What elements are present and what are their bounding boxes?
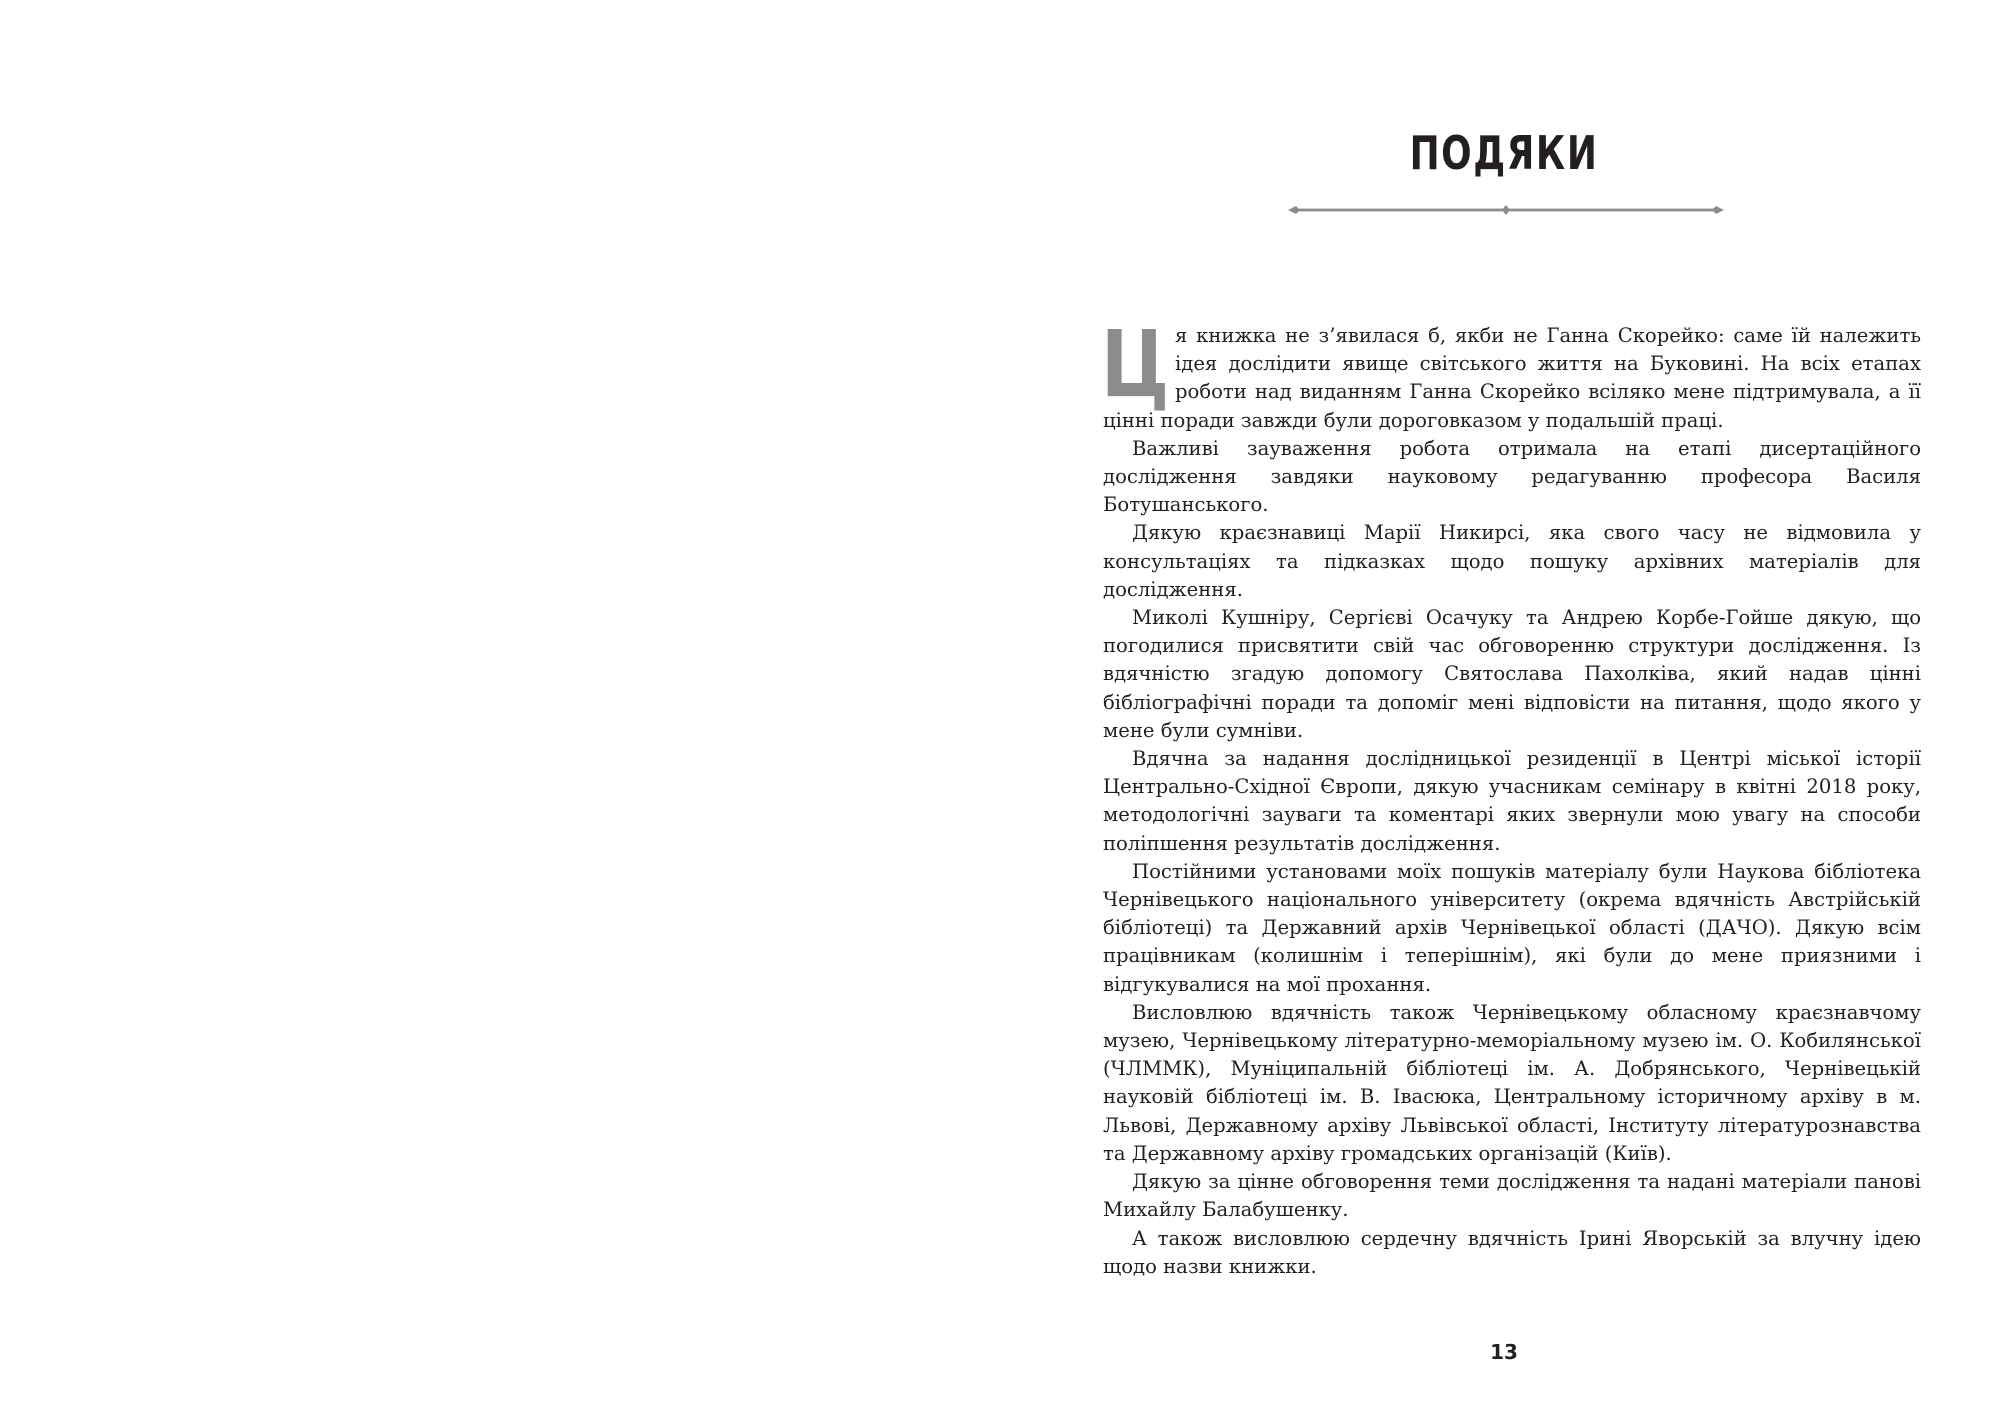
paragraph-text: я книжка не з’явилася б, якби не Ганна Скорейко: саме їй належить ідея дослідити явище світського життя на Буковині. На всіх етапах роботи над виданням Ганна Скорейко всіляко мене підтримувала, а її цінні поради завжди були дороговказом у подальшій праці.: [1103, 324, 1921, 432]
paragraph-1: [1101, 311, 1921, 435]
title-ornament-divider: [1288, 200, 1724, 220]
paragraph-5: Вдячна за надання дослідницької резиденції в Центрі міської історії Центрально-Східної Європи, дякую учасникам семінару в квітні 2018 року, методологічні зауваги та коментарі яких звернули мою увагу на способи поліпшення результатів дослідження.: [1103, 747, 1921, 855]
paragraph-9: А також висловлюю сердечну вдячність Ірині Яворській за влучну ідею щодо назви книжки.: [1103, 1226, 1921, 1278]
paragraph-6: Постійними установами моїх пошуків матеріалу були Наукова бібліотека Чернівецького національного університету (окрема вдячність Австрійській бібліотеці) та Державний архів Чернівецької області (ДАЧО). Дякую всім працівникам (колишнім і теперішнім), які були до мене приязними і відгукувалися на мої прохання.: [1103, 859, 1921, 996]
drop-cap: Ц: [1101, 311, 1170, 418]
paragraph-7: Висловлюю вдячність також Чернівецькому обласному краєзнавчому музею, Чернівецькому літературно-меморіальному музею ім. О. Кобилянської (ЧЛММК), Муніципальній бібліотеці ім. А. Добрянського, Чернівецькій науковій бібліотеці ім. В. Івасюка, Центральному історичному архіву в м. Львові, Державному архіву Львівської області, Інституту літературознавства та Державному архіву громадських організацій (Київ).: [1103, 1000, 1921, 1165]
paragraph-2: Важливі зауваження робота отримала на етапі дисертаційного дослідження завдяки науковому редагуванню професора Василя Ботушанського.: [1103, 436, 1921, 517]
paragraph-3: Дякую краєзнавиці Марії Никирсі, яка свого часу не відмовила у консультаціях та підказках щодо пошуку архівних матеріалів для дослідження.: [1103, 521, 1921, 601]
acknowledgements-text: [1101, 311, 1921, 1281]
paragraph-4: Миколі Кушніру, Сергієві Осачуку та Андрею Корбе-Гойше дякую, що погодилися присвятити свій час обговоренню структури дослідження. Із вдячністю згадую допомогу Святослава Пахолківа, який надав цінні бібліографічні поради та допоміг мені відповісти на питання, щодо якого у мене були сумніви.: [1103, 606, 1921, 742]
page-number: 13: [1490, 1340, 1518, 1364]
ornament-right-bar: [1508, 209, 1714, 212]
paragraph-8: Дякую за цінне обговорення теми дослідження та надані матеріали панові Михайлу Балабушенку.: [1103, 1170, 1921, 1222]
page-title: ПОДЯКИ: [1409, 126, 1599, 180]
ornament-right-tip: [1712, 206, 1724, 214]
ornament-left-bar: [1298, 209, 1504, 212]
